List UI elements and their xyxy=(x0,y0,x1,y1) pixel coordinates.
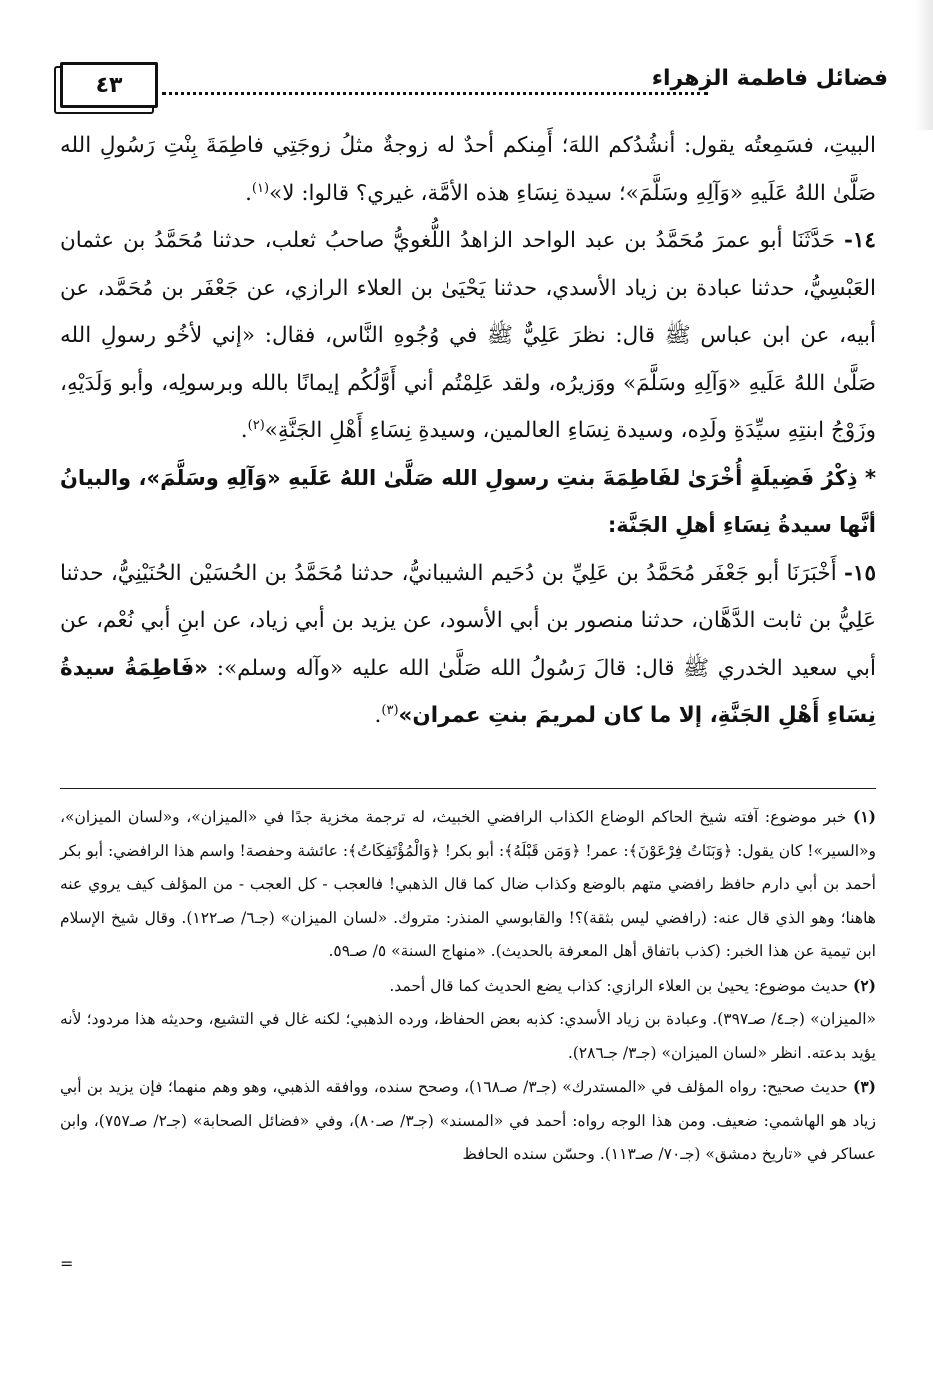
paragraph-3 xyxy=(60,550,876,740)
footnote-2-continued xyxy=(60,1003,876,1070)
footnotes xyxy=(60,800,876,1172)
footnote-1-text: خبر موضوع: آفته شيخ الحاكم الوضاع الكذاب الرافضي الخبيث، له ترجمة مخزية جدًا في «الميزان»، و«لسان الميزان»، و«السير»! كان يقول: ﴿وَبَنَاتُ فِرْعَوْنَ﴾: عمر! ﴿وَمَن قَبْلَهُ﴾: أبو بكر! ﴿وَالْمُؤْتَفِكَاتُ﴾: عائشة وحفصة! واسم هذا الرافضي: أبو بكر أحمد بن أبي دارم حافظ رافضي متهم بالوضع وكذاب ضال كما قال الذهبي! فالعجب - كل العجب - من المؤلف كيف يروي عنه هاهنا؛ وهو الذي قال عنه: (رافضي ليس بثقة)؟! والقابوسي المنذر: متروك. «لسان الميزان» (جـ٦/ صـ١٢٢). وقال شيخ الإسلام ابن تيمية عن هذا الخبر: (كذب باتفاق أهل المعرفة بالحديث). «منهاج السنة» ٥/ صـ٥٩. xyxy=(60,808,876,960)
footnote-1 xyxy=(60,800,876,969)
continuation-mark: = xyxy=(60,1254,74,1273)
page-header xyxy=(52,62,888,106)
section-heading xyxy=(60,455,876,550)
paragraph-3-end: . xyxy=(374,703,382,728)
footnote-ref-1: (١) xyxy=(251,180,270,196)
paragraph-1-end: . xyxy=(245,180,252,206)
paragraph-2-text: حَدَّثَنَا أبو عمرَ مُحَمَّدُ بن عبد الواحد الزاهدُ اللُّغويُّ صاحبُ ثعلب، حدثنا مُحَمَّدُ بن عثمان العَبْسِيُّ، حدثنا عبادة بن زياد الأسدي، حدثنا يَحْيَىٰ بن العلاء الرازي، عن جَعْفَر بن مُحَمَّد، عن أبيه، عن ابن عباس ﷺ قال: نظرَ عَلِيٌّ ﷺ في وُجُوهِ النَّاس، فقال: «إني لأخُو رسولِ الله صَلَّىٰ اللهُ عَلَيهِ «وَآلِهِ وسَلَّمَ» ووَزيرُه، ولقد عَلِمْتُم أني أَوَّلُكُم إيمانًا بالله وبرسولِه، وأبو وَلَدَيْهِ، وزَوْجُ ابنتِهِ سيِّدَةِ ولَدِه، وسيدة نِسَاءِ العالمين، وسيدةِ نِسَاءِ أَهْلِ الجَنَّةِ» xyxy=(60,228,876,443)
footnote-ref-2: (٢) xyxy=(247,417,265,433)
main-text xyxy=(60,122,876,740)
hadith-quote: «فَاطِمَةُ سيدةُ نِسَاءِ أَهْلِ الجَنَّةِ، إلا ما كان لمريمَ بنتِ عمران» xyxy=(60,655,876,728)
scan-edge-shadow xyxy=(915,0,933,130)
paragraph-1 xyxy=(60,122,876,217)
paragraph-2-end: . xyxy=(240,418,248,443)
footnote-2 xyxy=(60,969,876,1004)
paragraph-2 xyxy=(60,217,876,455)
book-title: فضائل فاطمة الزهراء xyxy=(651,66,888,91)
heading-marker: * xyxy=(865,465,877,490)
footnote-3 xyxy=(60,1070,876,1172)
footnote-1-label: (١) xyxy=(852,807,876,826)
footnote-separator xyxy=(60,788,876,789)
footnote-3-label: (٣) xyxy=(853,1077,877,1096)
footnote-2-continuation: «الميزان» (جـ٤/ صـ٣٩٧). وعبادة بن زياد الأسدي: كذبه بعض الحفاظ، ورده الذهبي؛ لكنه غال في التشيع، وحديثه هذا مردود؛ لأنه يؤيد بدعته. انظر «لسان الميزان» (جـ٣/ جـ٢٨٦). xyxy=(60,1010,876,1062)
footnote-2-label: (٢) xyxy=(852,975,876,995)
footnote-2-text: حديث موضوع: يحيىٰ بن العلاء الرازي: كذاب يضع الحديث كما قال أحمد. xyxy=(389,976,849,995)
header-dotted-rule xyxy=(162,92,708,95)
page-number: ٤٣ xyxy=(60,62,158,108)
footnote-ref-3: (٣) xyxy=(381,702,399,718)
paragraph-1-text: البيتِ، فسَمِعتُه يقول: أنشُدُكم اللهَ؛ أَمِنكم أحدٌ له زوجةٌ مثلُ زوجَتِي فاطِمَةَ بِنْتِ رَسُولِ الله صَلَّىٰ اللهُ عَلَيهِ «وَآلِهِ وسَلَّمَ»؛ سيدة نِسَاءِ هذه الأمَّة، غيري؟ قالوا: لا» xyxy=(60,133,876,206)
hadith-number-14: ١٤- xyxy=(843,228,876,253)
hadith-number-15: ١٥- xyxy=(843,560,876,586)
paragraph-3-text: أَخْبَرَنَا أبو جَعْفَر مُحَمَّدُ بن عَلِيِّ بن دُحَيم الشيبانيُّ، حدثنا مُحَمَّدُ بن الحُسَيْن الحُنَيْنِيُّ، حدثنا عَلِيُّ بن ثابت الدَّهَّان، حدثنا منصور بن أبي الأسود، عن يزيد بن أبي زياد، عن ابنِ أبي نُعْم، عن أبي سعيد الخدري ﷺ قال: قالَ رَسُولُ الله صَلَّىٰ الله عليه «وآله وسلم»: xyxy=(60,560,877,681)
heading-text: ذِكْرُ فَضِيلَةٍ أُخْرَىٰ لفَاطِمَةَ بنتِ رسولِ الله صَلَّىٰ اللهُ عَلَيهِ «وَآلِهِ وسَلَّمَ»، والبيانُ أنَّها سيدةُ نِسَاءِ أهلِ الجَنَّة: xyxy=(60,465,876,537)
footnote-3-text: حديث صحيح: رواه المؤلف في «المستدرك» (جـ٣/ صـ١٦٨)، وصحح سنده، ووافقه الذهبي، وهو وهم منهما؛ فإن يزيد بن أبي زياد هو الهاشمي: ضعيف. ومن هذا الوجه رواه: أحمد في «المسند» (جـ٣/ صـ٨٠)، وفي «فضائل الصحابة» (جـ٢/ صـ٧٥٧)، وابن عساكر في «تاريخ دمشق» (جـ٧٠/ صـ١١٣). وحسّن سنده الحافظ xyxy=(60,1078,876,1163)
